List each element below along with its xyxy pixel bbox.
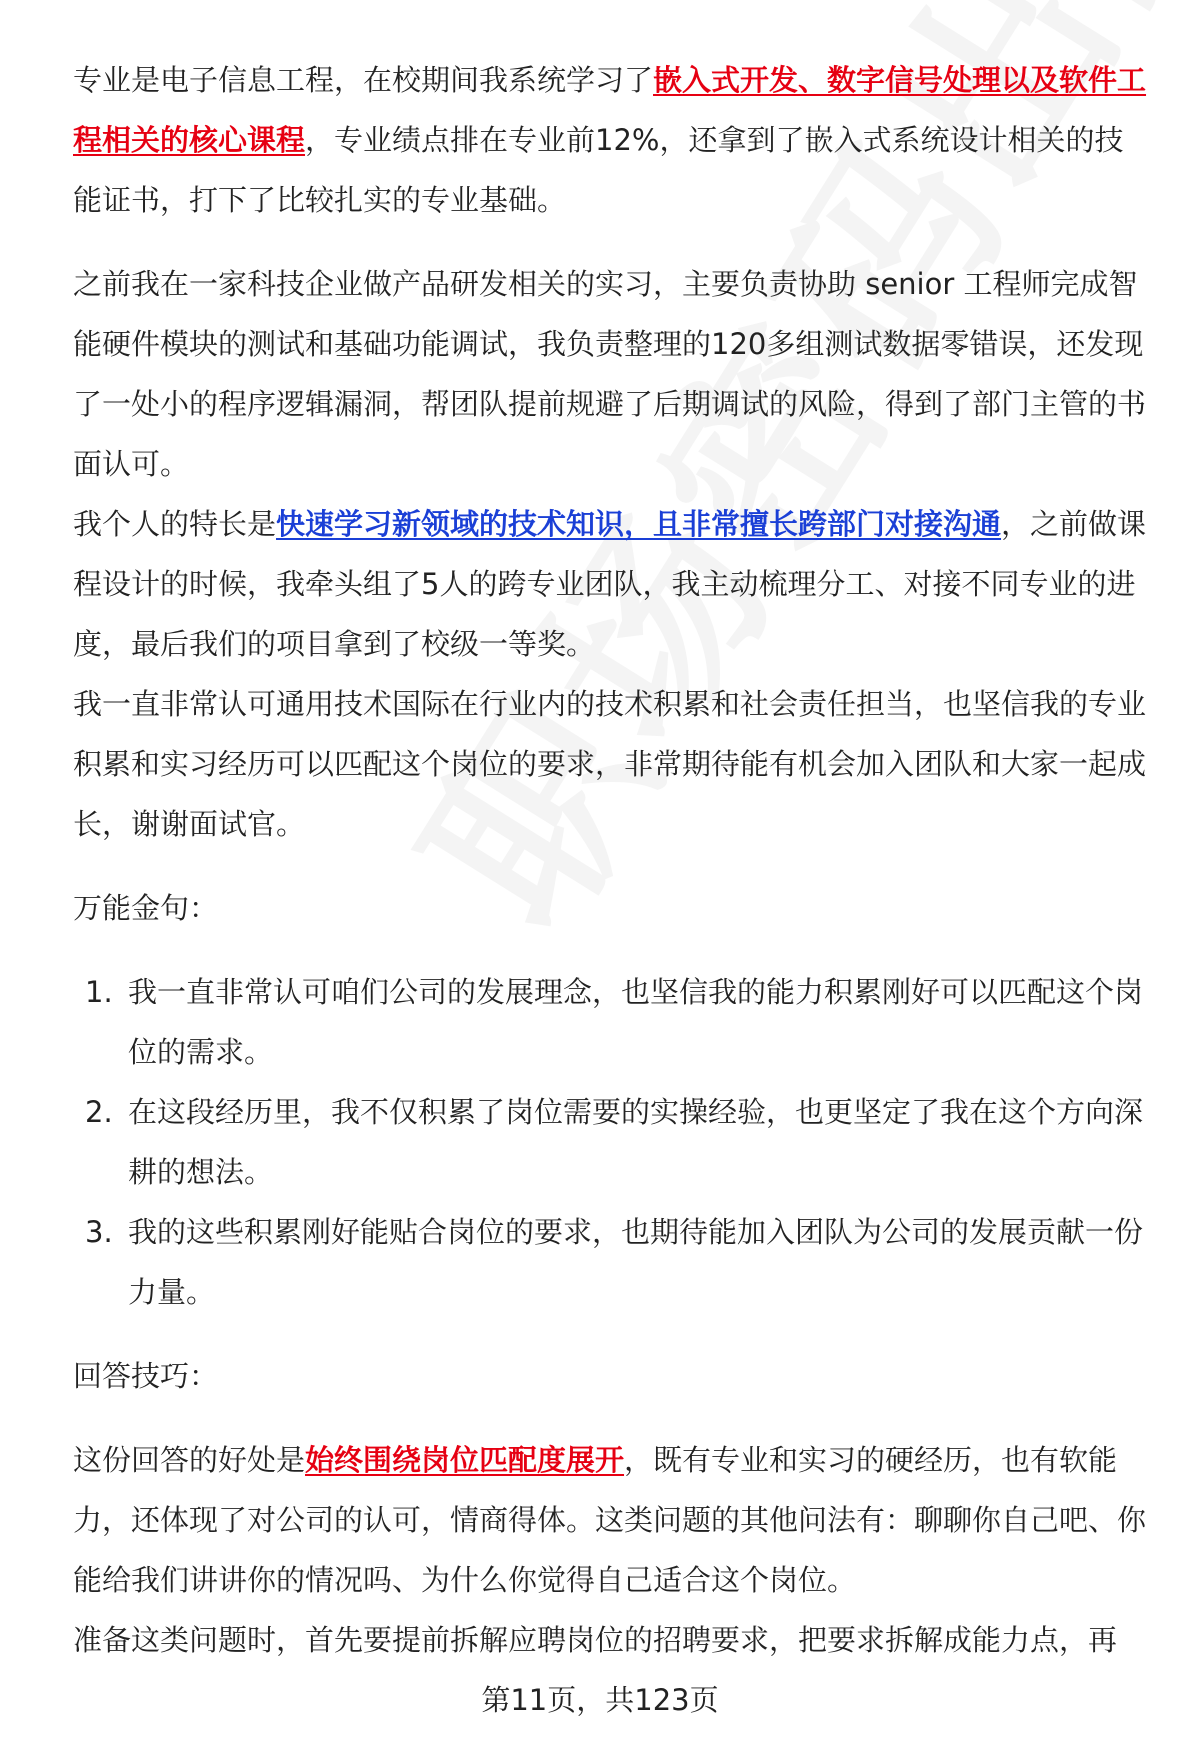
golden-heading: 万能金句：	[73, 891, 219, 925]
paragraph-major: 专业是电子信息工程，在校期间我系统学习了嵌入式开发、数字信号处理以及软件工程相关的核心课程，专业绩点排在专业前12%，还拿到了嵌入式系统设计相关的技能证书，打下了比较扎实的专业基础。	[73, 63, 1147, 217]
tips-heading: 回答技巧：	[73, 1359, 219, 1393]
highlight-strengths: 快速学习新领域的技术知识，且非常擅长跨部门对接沟通	[276, 507, 1002, 541]
list-item: 1. 我一直非常认可咱们公司的发展理念，也坚信我的能力积累刚好可以匹配这个岗位的需求。	[85, 975, 1144, 1069]
page-number: 第11页，共123页	[481, 1683, 719, 1717]
paragraph-closing: 我一直非常认可通用技术国际在行业内的技术积累和社会责任担当，也坚信我的专业积累和实习经历可以匹配这个岗位的要求，非常期待能有机会加入团队和大家一起成长，谢谢面试官。	[73, 687, 1147, 841]
golden-list	[73, 962, 1148, 1322]
highlight-courses: 嵌入式开发、数字信号处理以及软件工程相关的核心课程	[73, 63, 1147, 157]
list-item: 3. 我的这些积累刚好能贴合岗位的要求，也期待能加入团队为公司的发展贡献一份力量。	[85, 1215, 1144, 1309]
list-item: 2. 在这段经历里，我不仅积累了岗位需要的实操经验，也更坚定了我在这个方向深耕的想法。	[85, 1095, 1144, 1189]
paragraph-internship: 之前我在一家科技企业做产品研发相关的实习，主要负责协助 senior 工程师完成智能硬件模块的测试和基础功能调试，我负责整理的120多组测试数据零错误，还发现了一处小的程序逻辑漏洞，帮团队提前规避了后期调试的风险，得到了部门主管的书面认可。	[73, 267, 1147, 481]
paragraph-preparation: 准备这类问题时，首先要提前拆解应聘岗位的招聘要求，把要求拆解成能力点，再	[73, 1623, 1118, 1657]
paragraph-strengths: 我个人的特长是快速学习新领域的技术知识，且非常擅长跨部门对接沟通，之前做课程设计的时候，我牵头组了5人的跨专业团队，我主动梳理分工、对接不同专业的进度，最后我们的项目拿到了校级一等奖。	[73, 507, 1147, 661]
highlight-tips: 始终围绕岗位匹配度展开	[305, 1443, 625, 1477]
paragraph-tips: 这份回答的好处是始终围绕岗位匹配度展开，既有专业和实习的硬经历，也有软能力，还体现了对公司的认可，情商得体。这类问题的其他问法有：聊聊你自己吧、你能给我们讲讲你的情况吗、为什么你觉得自己适合这个岗位。	[73, 1443, 1147, 1597]
document-body	[73, 50, 1148, 1670]
